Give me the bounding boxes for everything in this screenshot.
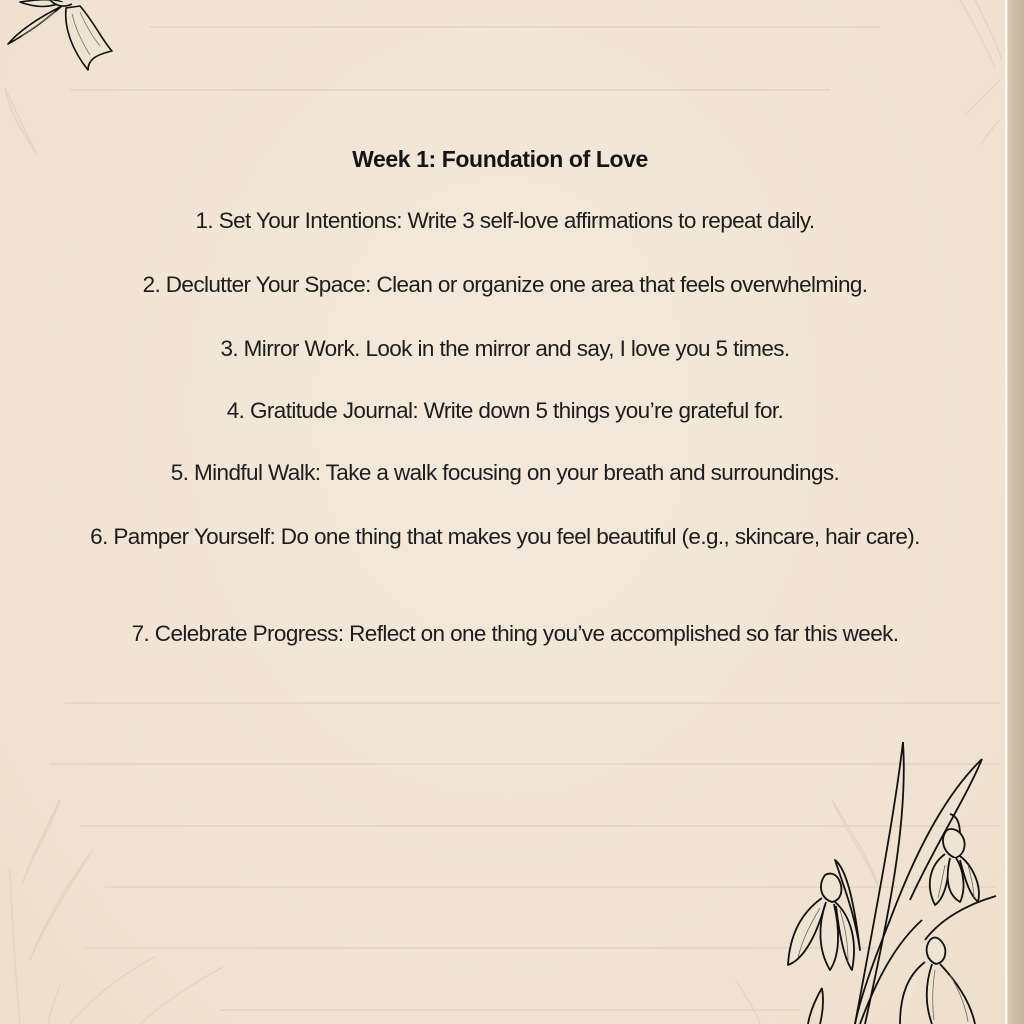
list-item: 3. Mirror Work. Look in the mirror and say, I love you 5 times. (220, 336, 790, 361)
list-item: 6. Pamper Yourself: Do one thing that makes you feel beautiful (e.g., skincare, hair care). (90, 524, 920, 549)
page-title: Week 1: Foundation of Love (352, 146, 648, 173)
list-item: 2. Declutter Your Space: Clean or organize one area that feels overwhelming. (142, 272, 868, 297)
list-item: 4. Gratitude Journal: Write down 5 things you’re grateful for. (226, 398, 784, 423)
page-edge (1005, 0, 1024, 1024)
list-item: 1. Set Your Intentions: Write 3 self-love affirmations to repeat daily. (195, 208, 815, 233)
snowdrop-flower-icon (0, 0, 130, 80)
list-item: 5. Mindful Walk: Take a walk focusing on your breath and surroundings. (170, 460, 840, 485)
snowdrop-flowers-icon (760, 730, 1005, 1024)
list-item: 7. Celebrate Progress: Reflect on one thing you’ve accomplished so far this week. (131, 621, 899, 646)
